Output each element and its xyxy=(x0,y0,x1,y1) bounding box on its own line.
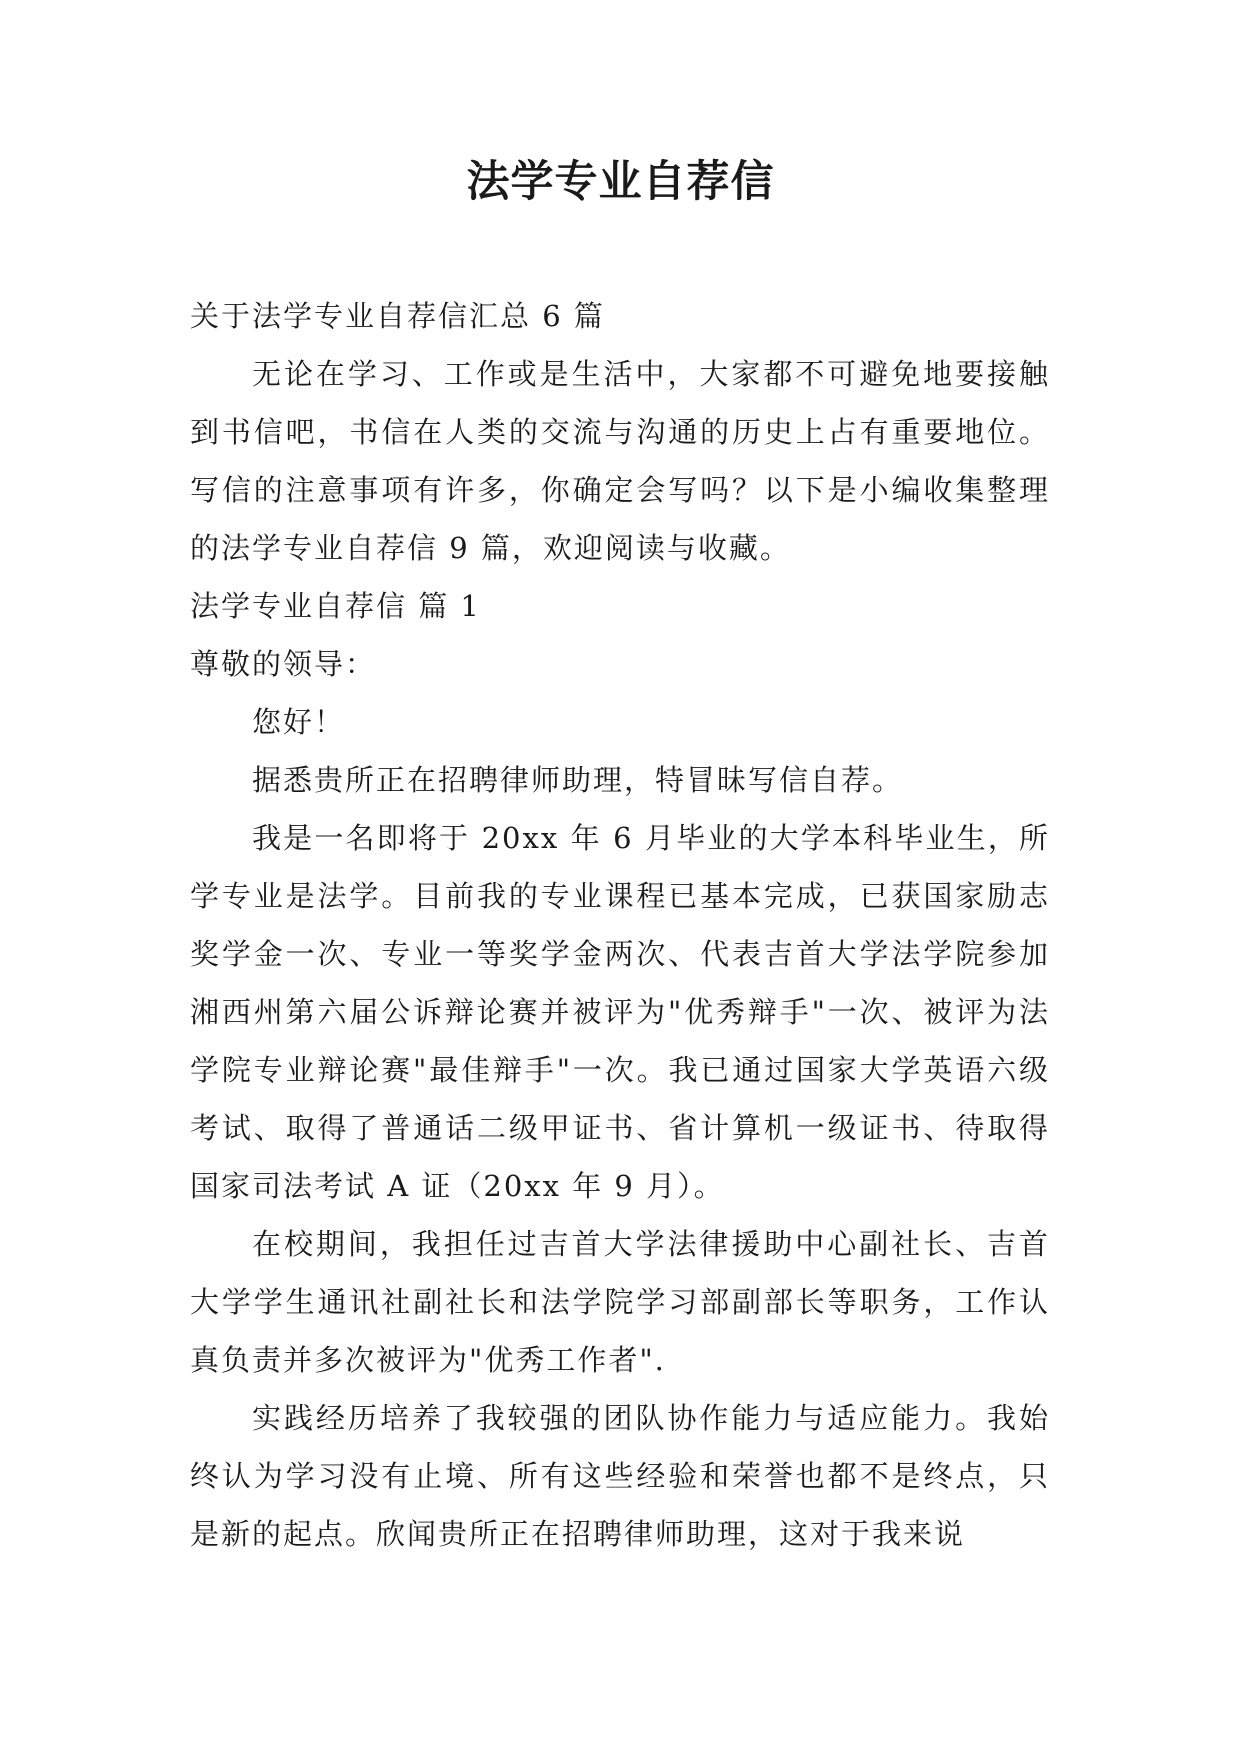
paragraph-greeting: 您好！ xyxy=(252,705,346,739)
paragraph-background: 我是一名即将于 20xx 年 6 月毕业的大学本科毕业生，所学专业是法学。目前我的专业课程已基本完成，已获国家励志奖学金一次、专业一等奖学金两次、代表吉首大学法学院参加湘西州第六届公诉辩论赛并被评为"优秀辩手"一次、被评为法学院专业辩论赛"最佳辩手"一次。我已通过国家大学英语六级考试、取得了普通话二级甲证书、省计算机一级证书、待取得国家司法考试 A 证（20xx 年 9 月）。 xyxy=(190,821,1050,1203)
document-body xyxy=(190,287,1050,1563)
paragraph-section-heading: 法学专业自荐信 篇 1 xyxy=(190,589,481,623)
paragraph-intro: 无论在学习、工作或是生活中，大家都不可避免地要接触到书信吧，书信在人类的交流与沟通的历史上占有重要地位。写信的注意事项有许多，你确定会写吗？以下是小编收集整理的法学专业自荐信 9 篇，欢迎阅读与收藏。 xyxy=(190,357,1050,565)
paragraph-campus-roles: 在校期间，我担任过吉首大学法律援助中心副社长、吉首大学学生通讯社副社长和法学院学习部副部长等职务，工作认真负责并多次被评为"优秀工作者". xyxy=(190,1227,1050,1377)
paragraph-purpose: 据悉贵所正在招聘律师助理，特冒昧写信自荐。 xyxy=(252,763,904,797)
paragraph-experience: 实践经历培养了我较强的团队协作能力与适应能力。我始终认为学习没有止境、所有这些经验和荣誉也都不是终点，只是新的起点。欣闻贵所正在招聘律师助理，这对于我来说 xyxy=(190,1401,1050,1551)
paragraph-heading-summary: 关于法学专业自荐信汇总 6 篇 xyxy=(190,299,605,333)
document-title: 法学专业自荐信 xyxy=(466,157,775,207)
paragraph-salutation: 尊敬的领导： xyxy=(190,647,377,681)
